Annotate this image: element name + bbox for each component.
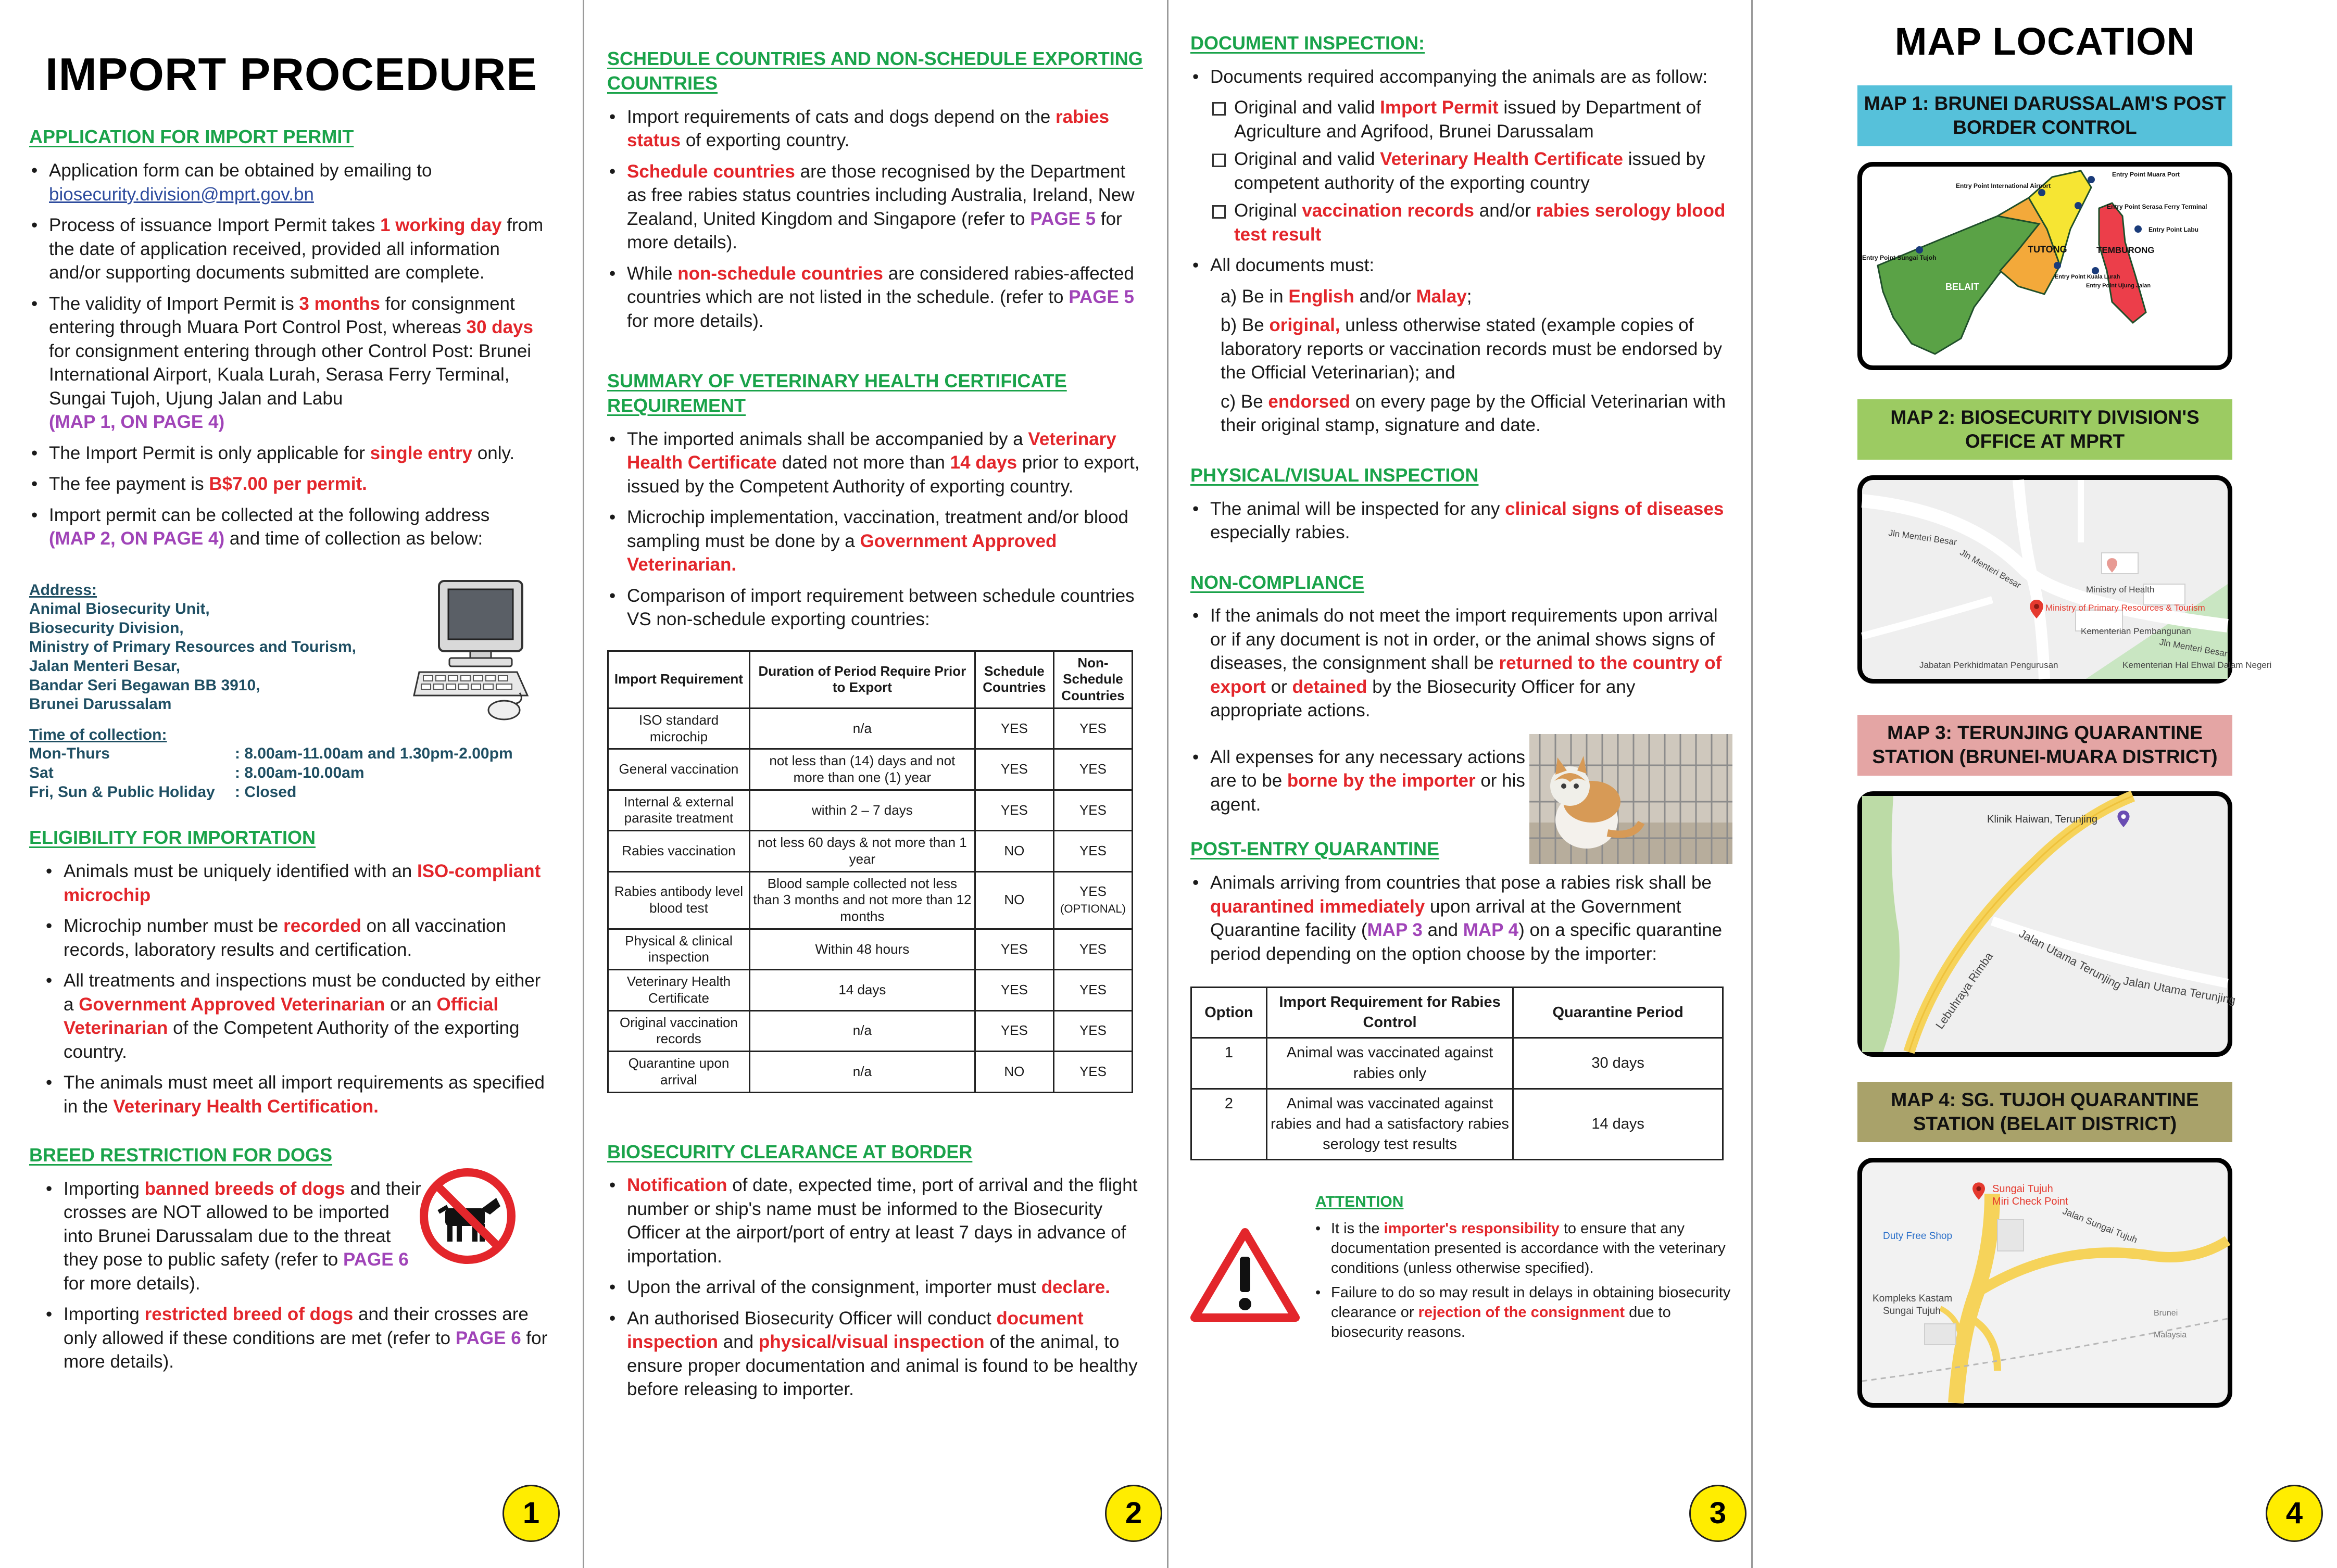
requirement-cell: ISO standard microchip [608, 708, 750, 749]
list-item: Original and valid Import Permit issued by Department of Agriculture and Agrifood, Brunei Darussalam [1210, 96, 1732, 143]
list-item: • Importing banned breeds of dogs and their crosses are NOT allowed to be imported into Brunei Darussalam due to the threat they pose to public safety (refer to PAGE 6 for more details). [44, 1177, 554, 1296]
brunei-district-map [1862, 167, 2228, 365]
quarantine-list [1190, 871, 1732, 966]
section-title-clearance: BIOSECURITY CLEARANCE AT BORDER [607, 1141, 973, 1162]
page-number-badge: 3 [1689, 1485, 1747, 1542]
duration-cell: Blood sample collected not less than 3 months and not more than 12 months [749, 871, 975, 929]
map-pin-icon [1972, 1182, 1985, 1200]
noncompliance-list [1190, 604, 1732, 816]
list-item: • Animals arriving from countries that pose a rabies risk shall be quarantined immediately upon arrival at the Government Quarantine facility (MAP 3 and MAP 4) on a specific quarantine period depending on the option choose by the importer: [1190, 871, 1732, 966]
non-schedule-cell: YES [1053, 1010, 1132, 1051]
no-dogs-icon [418, 1167, 517, 1266]
list-item: Original vaccination records and/or rabies serology blood test result [1210, 199, 1732, 246]
list-item: • The Import Permit is only applicable for single entry only. [29, 441, 554, 465]
optional-note: (OPTIONAL) [1060, 902, 1126, 916]
non-schedule-cell: YES [1053, 929, 1132, 969]
non-schedule-cell: YES [1053, 970, 1132, 1010]
requirement-table [607, 650, 1133, 1093]
list-item: • Comparison of import requirement between schedule countries VS non-schedule exporting countries: [607, 584, 1146, 631]
table-row [608, 749, 1133, 790]
page-title: IMPORT PROCEDURE [45, 48, 537, 100]
map-pin-icon [2107, 558, 2117, 573]
section-title-breed: BREED RESTRICTION FOR DOGS [29, 1144, 333, 1166]
clearance-list [607, 1173, 1146, 1401]
time-row: Mon-Thurs : 8.00am-11.00am and 1.30pm-2.00pm [29, 745, 513, 763]
duration-cell: not less 60 days & not more than 1 year [749, 831, 975, 871]
requirement-cell: Rabies antibody level blood test [608, 871, 750, 929]
list-item: • Application form can be obtained by emailing to biosecurity.division@mprt.gov.bn [29, 159, 554, 206]
list-item: • The animal will be inspected for any clinical signs of diseases especially rabies. [1190, 497, 1732, 545]
column-1 [0, 0, 584, 1568]
application-list [29, 159, 554, 551]
map2-mprt[interactable]: Jln Menteri Besar Jln Menteri Besar Jln Menteri Besar Ministry of Primary Resources & Tourism Ministry of Health Kementerian Pembangunan Jabatan Perkhidmatan Pengurusan Kementerian Hal Ehwal Dalam Negeri [1857, 475, 2232, 684]
list-item: • It is the importer's responsibility to ensure that any documentation presented is accordance with the veterinary conditions (unless otherwise specified). [1315, 1219, 1732, 1278]
section-title-eligibility: ELIGIBILITY FOR IMPORTATION [29, 827, 316, 849]
terunjing-street-map [1862, 796, 2228, 1052]
table-row [608, 1052, 1133, 1092]
map1-banner: MAP 1: BRUNEI DARUSSALAM'S POST BORDER CONTROL [1857, 85, 2232, 146]
requirement-table-body [608, 708, 1133, 1092]
list-item: • Upon the arrival of the consignment, importer must declare. [607, 1275, 1146, 1299]
time-row: Fri, Sun & Public Holiday : Closed [29, 783, 297, 801]
list-item: • While non-schedule countries are considered rabies-affected countries which are not listed in the schedule. (refer to PAGE 5 for more details). [607, 262, 1146, 333]
section-title-document: DOCUMENT INSPECTION: [1190, 32, 1425, 54]
documents-must-list [1190, 254, 1732, 277]
duration-cell: n/a [749, 1010, 975, 1051]
non-schedule-cell: YES [1053, 708, 1132, 749]
requirement-cell: General vaccination [608, 749, 750, 790]
requirement-cell: Quarantine upon arrival [608, 1052, 750, 1092]
page-number-badge: 4 [2266, 1485, 2323, 1542]
time-row: Sat : 8.00am-10.00am [29, 764, 365, 782]
list-item: • Process of issuance Import Permit takes 1 working day from the date of application received, provided all information and/or supporting documents submitted are complete. [29, 213, 554, 285]
map-pin-icon [2117, 811, 2130, 827]
list-item: • Import permit can be collected at the following address (MAP 2, ON PAGE 4) and time of collection as below: [29, 503, 554, 551]
list-item: • Notification of date, expected time, port of arrival and the flight number or ship's name must be informed to the Biosecurity Officer at the airport/port of entry at least 7 days in advance of importation. [607, 1173, 1146, 1268]
non-schedule-cell: YES [1053, 831, 1132, 871]
page-number-badge: 1 [502, 1485, 560, 1542]
eligibility-list [29, 859, 554, 1118]
section-title-physical: PHYSICAL/VISUAL INSPECTION [1190, 464, 1479, 486]
map1-brunei[interactable]: TUTONG TEMBURONG BELAIT Entry Point International Airport Entry Point Muara Port Entry Point Serasa Ferry Terminal Entry Point Labu Entry Point Sungai Tujoh Entry Point Kuala Lurah Entry Point Ujung Jalan [1857, 162, 2232, 370]
document-list [1190, 65, 1732, 89]
list-item: • An authorised Biosecurity Officer will conduct document inspection and physical/visual inspection of the animal, to ensure proper documentation and animal is found to be healthy before releasing to importer. [607, 1307, 1146, 1401]
map3-terunjing[interactable]: Klinik Haiwan, Terunjing Jalan Utama Terunjing Jalan Utama Terunjing Lebuhraya Rimba [1857, 791, 2232, 1057]
duration-cell: 14 days [749, 970, 975, 1010]
map4-banner: MAP 4: SG. TUJOH QUARANTINE STATION (BELAIT DISTRICT) [1857, 1082, 2232, 1143]
list-item: • The validity of Import Permit is 3 months for consignment entering through Muara Port Control Post, whereas 30 days for consignment entering through other Control Post: Brunei International Airport, Kuala Lurah, Serasa Ferry Terminal, Sungai Tujoh, Ujung Jalan and Labu (MAP 1, ON PAGE 4) [29, 292, 554, 434]
table-row: 2 Animal was vaccinated against rabies and had a satisfactory rabies serology test results 14 days [1191, 1089, 1723, 1159]
requirement-cell: Physical & clinical inspection [608, 929, 750, 969]
schedule-cell: NO [975, 831, 1053, 871]
vhc-list [607, 427, 1146, 631]
cat-photo [1529, 734, 1732, 864]
quarantine-table [1190, 987, 1724, 1160]
table-row [608, 708, 1133, 749]
document-checklist [1210, 96, 1732, 246]
duration-cell: n/a [749, 1052, 975, 1092]
table-row: 1 Animal was vaccinated against rabies only 30 days [1191, 1038, 1723, 1089]
attention-block [1190, 1192, 1732, 1342]
requirement-cell: Internal & external parasite treatment [608, 790, 750, 830]
schedule-cell: YES [975, 929, 1053, 969]
duration-cell: within 2 – 7 days [749, 790, 975, 830]
list-item: • If the animals do not meet the import requirements upon arrival or if any document is not in order, or the animal shows signs of diseases, the consignment shall be returned to the country of export or detained by the Biosecurity Officer for any appropriate actions. [1190, 604, 1732, 723]
column-2 [584, 0, 1168, 1568]
section-title-schedule: SCHEDULE COUNTRIES AND NON-SCHEDULE EXPORTING COUNTRIES [607, 48, 1143, 94]
physical-list [1190, 497, 1732, 545]
non-schedule-cell: YES [1053, 749, 1132, 790]
schedule-cell: NO [975, 1052, 1053, 1092]
column-4 [1753, 0, 2337, 1568]
list-item: • All expenses for any necessary actions are to be borne by the importer or his agent. [1190, 745, 1732, 817]
schedule-cell: YES [975, 749, 1053, 790]
table-row [608, 929, 1133, 969]
map4-sg-tujoh[interactable]: Sungai Tujuh Miri Check Point Duty Free Shop Kompleks Kastam Sungai Tujuh Jalan Sungai Tujuh Brunei Malaysia [1857, 1158, 2232, 1408]
list-item: • All treatments and inspections must be conducted by either a Government Approved Veterinarian or an Official Veterinarian of the Competent Authority of the exporting country. [44, 969, 554, 1064]
map-pin-icon [2030, 600, 2043, 618]
section-title-noncompliance: NON-COMPLIANCE [1190, 571, 1364, 593]
table-row [608, 831, 1133, 871]
non-schedule-cell: YES [1053, 1052, 1132, 1092]
warning-triangle-icon [1190, 1228, 1300, 1322]
column-3 [1168, 0, 1753, 1568]
schedule-cell: YES [975, 1010, 1053, 1051]
list-item: • Schedule countries are those recognised by the Department as free rabies status countries including Australia, Ireland, New Zealand, United Kingdom and Singapore (refer to PAGE 5 for more details). [607, 160, 1146, 255]
map-location-title: MAP LOCATION [1894, 20, 2195, 63]
map-ref: (MAP 1, ON PAGE 4) [49, 412, 225, 433]
list-item: • All documents must: [1190, 254, 1732, 277]
list-item: • Import requirements of cats and dogs depend on the rabies status of exporting country. [607, 105, 1146, 153]
list-item: • Importing restricted breed of dogs and their crosses are only allowed if these conditions are met (refer to PAGE 6 for more details). [44, 1303, 554, 1374]
schedule-cell: NO [975, 871, 1053, 929]
list-item: • Failure to do so may result in delays in obtaining biosecurity clearance or rejection of the consignment due to biosecurity reasons. [1315, 1283, 1732, 1342]
requirement-cell: Original vaccination records [608, 1010, 750, 1051]
schedule-cell: YES [975, 790, 1053, 830]
list-item: • Documents required accompanying the animals are as follow: [1190, 65, 1732, 89]
list-item: • The imported animals shall be accompanied by a Veterinary Health Certificate dated not more than 14 days prior to export, issued by the Competent Authority of exporting country. [607, 427, 1146, 499]
non-schedule-cell: YES [1053, 790, 1132, 830]
table-row [608, 1010, 1133, 1051]
list-item: • Animals must be uniquely identified with an ISO-compliant microchip [44, 859, 554, 907]
list-item: Original and valid Veterinary Health Certificate issued by competent authority of the exporting country [1210, 147, 1732, 195]
list-item: • Microchip number must be recorded on all vaccination records, laboratory results and certification. [44, 914, 554, 962]
map3-banner: MAP 3: TERUNJING QUARANTINE STATION (BRUNEI-MUARA DISTRICT) [1857, 715, 2232, 776]
map2-banner: MAP 2: BIOSECURITY DIVISION'S OFFICE AT MPRT [1857, 399, 2232, 460]
list-item: • The fee payment is B$7.00 per permit. [29, 472, 554, 496]
requirement-cell: Veterinary Health Certificate [608, 970, 750, 1010]
attention-title: ATTENTION [1315, 1193, 1404, 1211]
list-item: • Microchip implementation, vaccination, treatment and/or blood sampling must be done by a Government Approved Veterinarian. [607, 505, 1146, 577]
requirement-cell: Rabies vaccination [608, 831, 750, 871]
attention-list [1315, 1219, 1732, 1342]
table-header-row: Option Import Requirement for Rabies Control Quarantine Period [1191, 988, 1723, 1038]
email-link[interactable]: biosecurity.division@mprt.gov.bn [49, 184, 314, 205]
documents-conditions: a) Be in English and/or Malay; b) Be original, unless otherwise stated (example copies of laboratory reports or vaccination records must be endorsed by the Official Veterinarian); and c) Be endorsed on every page by the Official Veterinarian with their original stamp, signature and date. [1221, 286, 1726, 436]
schedule-cell: YES [975, 708, 1053, 749]
table-header-row: Import Requirement Duration of Period Require Prior to Export Schedule Countries Non-Schedule Countries [608, 651, 1133, 708]
page-number-badge: 2 [1105, 1485, 1162, 1542]
section-title-application: APPLICATION FOR IMPORT PERMIT [29, 126, 354, 148]
list-item: • The animals must meet all import requirements as specified in the Veterinary Health Certification. [44, 1071, 554, 1118]
non-schedule-cell: YES (OPTIONAL) [1053, 871, 1132, 929]
duration-cell: n/a [749, 708, 975, 749]
table-row [608, 970, 1133, 1010]
table-row [608, 871, 1133, 929]
section-title-quarantine: POST-ENTRY QUARANTINE [1190, 838, 1440, 860]
table-row [608, 790, 1133, 830]
duration-cell: not less than (14) days and not more than one (1) year [749, 749, 975, 790]
duration-cell: Within 48 hours [749, 929, 975, 969]
schedule-list [607, 105, 1146, 333]
section-title-vhc: SUMMARY OF VETERINARY HEALTH CERTIFICATE REQUIREMENT [607, 370, 1067, 416]
address-block: Address: Animal Biosecurity Unit, Biosecurity Division, Ministry of Primary Resources and Tourism, Jalan Menteri Besar, Bandar Seri Begawan BB 3910, Brunei Darussalam Time of collection: Mon-Thurs : 8.00am-11.00am and 1.30pm-2.00pm Sat : 8.00am-10.00am Fri, Sun & Public Holiday : Closed [29, 581, 554, 802]
schedule-cell: YES [975, 970, 1053, 1010]
computer-icon [413, 576, 543, 722]
